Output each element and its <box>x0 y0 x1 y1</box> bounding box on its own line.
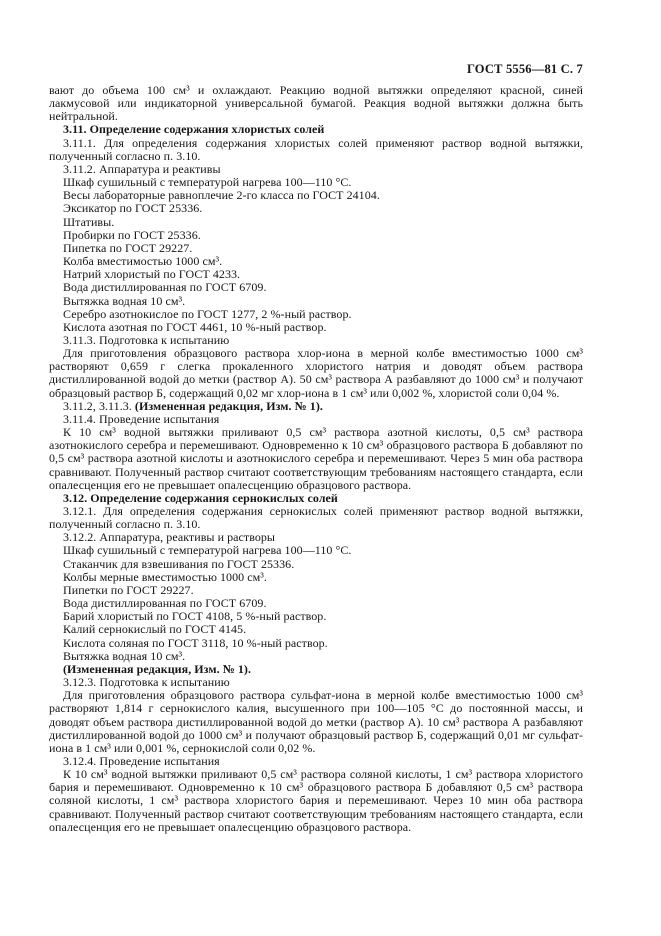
paragraph <box>49 505 583 531</box>
paragraph-text: Серебро азотнокислое по ГОСТ 1277, 2 %-ный раствор. <box>63 306 352 321</box>
paragraph <box>49 768 583 834</box>
paragraph-text: Вытяжка водная 10 см³. <box>63 293 186 308</box>
paragraph-text: Колбы мерные вместимостью 1000 см³. <box>63 569 267 584</box>
paragraph-text: Для приготовления образцового раствора сульфат-иона в мерной колбе вместимостью 1000 см³ растворяют 1,814 г сернокислого калия, высушенного при 100—105 °С до постоянной массы, и доводят объем раствора дистиллированной водой до метки (раствор А). 10 см³ раствора А разбавляют дистиллированной водой до 1000 см³ и получают образцовый раствор Б, содержащий 0,01 мг сульфат-иона в 1 см³ или 0,001 %, сернокислой соли 0,02 %. <box>49 688 583 755</box>
paragraph <box>49 84 583 123</box>
paragraph-text-bold: 3.12. Определение содержания сернокислых солей <box>63 490 338 505</box>
paragraph-text: Вытяжка водная 10 см³. <box>63 648 186 663</box>
paragraph-text: Стаканчик для взвешивания по ГОСТ 25336. <box>63 556 295 571</box>
paragraph <box>49 426 583 492</box>
paragraph <box>49 202 583 215</box>
document-body <box>49 84 583 834</box>
paragraph-text: 3.12.4. Проведение испытания <box>63 753 220 768</box>
paragraph-text: 3.12.1. Для определения содержания сернокислых солей применяют раствор водной вытяжки, полученный согласно п. 3.10. <box>49 504 583 532</box>
paragraph-text: 3.11.2, 3.11.3. <box>63 398 135 413</box>
paragraph-text: К 10 см³ водной вытяжки приливают 0,5 см³ раствора соляной кислоты, 1 см³ раствора хлористого бария и перемешивают. Одновременно к 10 см³ образцового раствора Б добавляют 0,5 см³ раствора соляной кислоты, 1 см³ раствора хлористого бария и перемешивают. Через 10 мин оба раствора сравнивают. Полученный раствор считают соответствующим требованиям настоящего стандарта, если опалесценция его не превышает опалесценцию образцового раствора. <box>49 767 583 834</box>
paragraph-text-bold: (Измененная редакция, Изм. № 1). <box>63 661 252 676</box>
paragraph-text: Весы лабораторные равноплечие 2-го класса по ГОСТ 24104. <box>63 188 380 203</box>
paragraph-text: 3.11.4. Проведение испытания <box>63 411 220 426</box>
paragraph-text: Натрий хлористый по ГОСТ 4233. <box>63 267 241 282</box>
paragraph-text: 3.11.2. Аппаратура и реактивы <box>63 161 221 176</box>
paragraph-text: Вода дистиллированная по ГОСТ 6709. <box>63 596 267 611</box>
paragraph-text: Пробирки по ГОСТ 25336. <box>63 227 201 242</box>
paragraph-text: Кислота азотная по ГОСТ 4461, 10 %-ный раствор. <box>63 319 327 334</box>
paragraph-text: Шкаф сушильный с температурой нагрева 100—110 °С. <box>63 175 352 190</box>
paragraph-text: Пипетки по ГОСТ 29227. <box>63 582 194 597</box>
paragraph-text: Эксикатор по ГОСТ 25336. <box>63 201 203 216</box>
paragraph-text: 3.11.1. Для определения содержания хлористых солей применяют раствор водной вытяжки, полученный согласно п. 3.10. <box>49 135 583 163</box>
paragraph-text-bold: (Измененная редакция, Изм. № 1). <box>134 398 323 413</box>
paragraph-text: Шкаф сушильный с температурой нагрева 100—110 °С. <box>63 543 352 558</box>
paragraph-text: Пипетка по ГОСТ 29227. <box>63 240 193 255</box>
paragraph-text: К 10 см³ водной вытяжки приливают 0,5 см³ раствора азотной кислоты, 0,5 см³ раствора азотнокислого серебра и перемешивают. Одновременно к 10 см³ образцового раствора Б добавляют по 0,5 см³ раствора азотной кислоты и азотнокислого серебра и перемешивают. Через 5 мин оба раствора сравнивают. Полученный раствор считают соответствующим требованиям настоящего стандарта, если опалесценция его не превышает опалесценцию образцового раствора. <box>49 425 583 492</box>
paragraph-text: Для приготовления образцового раствора хлор-иона в мерной колбе вместимостью 1000 см³ растворяют 0,659 г слегка прокаленного хлористого натрия и доводят объем раствора дистиллированной водой до метки (раствор А). 50 см³ раствора А разбавляют до 1000 см³ и получают образцовый раствор Б, содержащий 0,02 мг хлор-иона в 1 см³ или 0,002 %, хлористой соли 0,04 %. <box>49 346 583 400</box>
paragraph <box>49 689 583 755</box>
paragraph-text: Колба вместимостью 1000 см³. <box>63 254 223 269</box>
paragraph-text: 3.12.3. Подготовка к испытанию <box>63 675 230 690</box>
paragraph-text: вают до объема 100 см³ и охлаждают. Реакцию водной вытяжки определяют красной, синей лакмусовой или индикаторной универсальной бумагой. Реакция водной вытяжки должна быть нейтральной. <box>49 83 583 124</box>
paragraph-text: Барий хлористый по ГОСТ 4108, 5 %-ный раствор. <box>63 609 327 624</box>
paragraph-text: 3.12.2. Аппаратура, реактивы и растворы <box>63 530 276 545</box>
paragraph-text: Калий сернокислый по ГОСТ 4145. <box>63 622 247 637</box>
paragraph-text-bold: 3.11. Определение содержания хлористых солей <box>63 122 325 137</box>
paragraph-text: 3.11.3. Подготовка к испытанию <box>63 332 230 347</box>
page-header: ГОСТ 5556—81 С. 7 <box>466 62 583 76</box>
paragraph <box>49 347 583 400</box>
paragraph-text: Штативы. <box>63 214 115 229</box>
paragraph-text: Вода дистиллированная по ГОСТ 6709. <box>63 280 267 295</box>
paragraph-text: Кислота соляная по ГОСТ 3118, 10 %-ный раствор. <box>63 635 328 650</box>
paragraph <box>49 137 583 163</box>
